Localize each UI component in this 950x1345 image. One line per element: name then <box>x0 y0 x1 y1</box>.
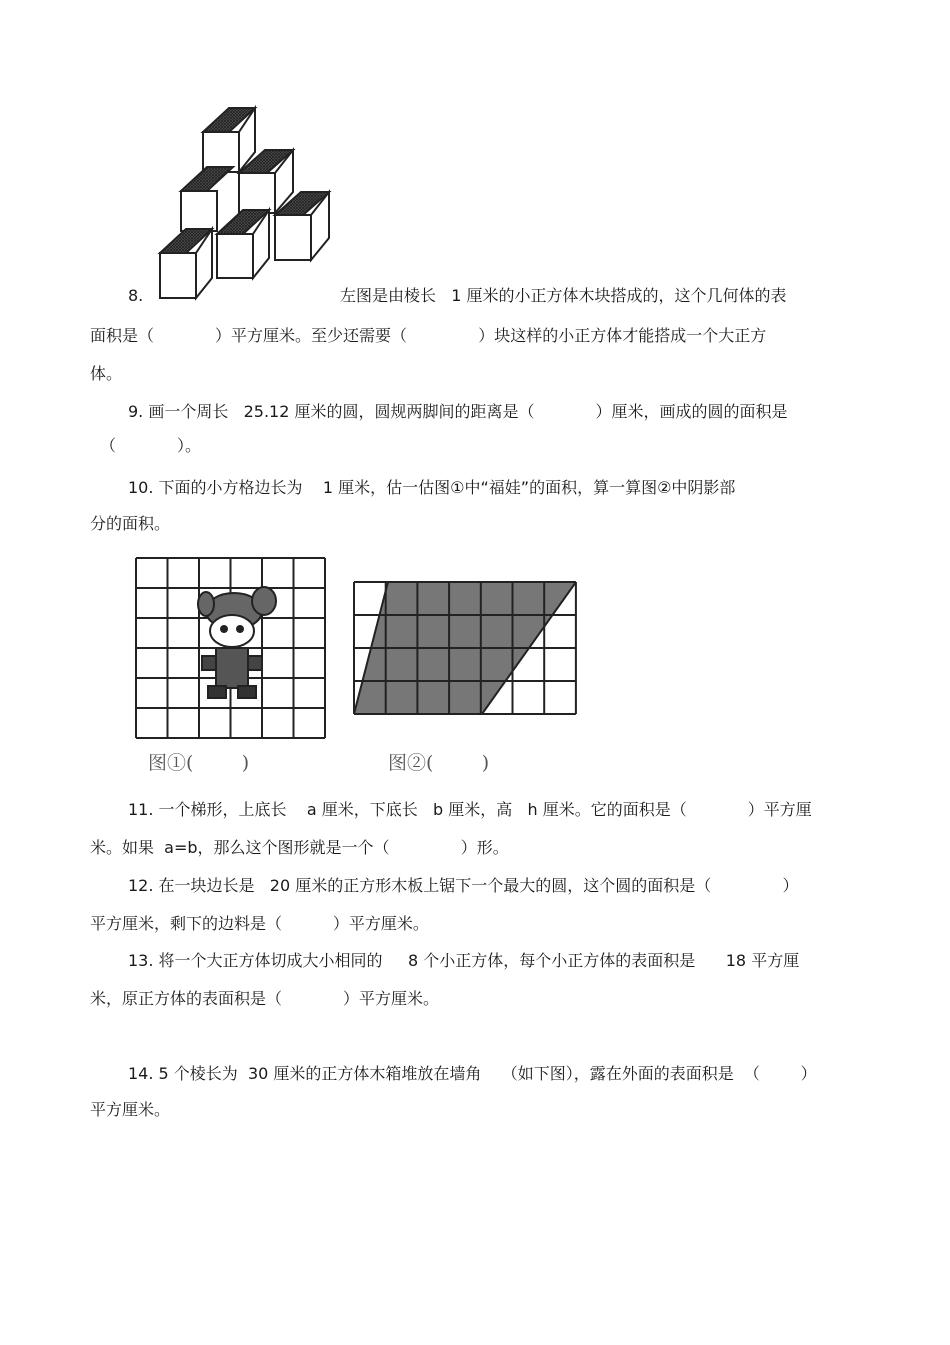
q9-line1: 9. 画一个周长 25.12 厘米的圆，圆规两脚间的距离是（ ）厘米，画成的圆的面积是 <box>128 402 788 421</box>
q14-line1: 14. 5 个棱长为 30 厘米的正方体木箱堆放在墙角 （如下图），露在外面的表面积是 （ ） <box>128 1064 817 1083</box>
q8-line2: 面积是（ ）平方厘米。至少还需要（ ）块这样的小正方体才能搭成一个大正方 <box>90 326 767 345</box>
q13-line1: 13. 将一个大正方体切成大小相同的 8 个小正方体，每个小正方体的表面积是 18 平方厘 <box>128 951 800 970</box>
q8-line1: 左图是由棱长 1 厘米的小正方体木块搭成的，这个几何体的表 <box>340 286 787 305</box>
q11-line2: 米。如果 a=b，那么这个图形就是一个（ ）形。 <box>90 838 509 857</box>
q8-number: 8. <box>128 286 144 305</box>
fuwa-icon <box>198 587 276 698</box>
parallelogram-grid-figure <box>352 580 578 716</box>
q13-line2: 米，原正方体的表面积是（ ）平方厘米。 <box>90 989 440 1008</box>
q12-line2: 平方厘米，剩下的边料是（ ）平方厘米。 <box>90 914 429 933</box>
q10-line1: 10. 下面的小方格边长为 1 厘米，估一估图①中“福娃”的面积，算一算图②中阴影部 <box>128 478 736 497</box>
cube-stack-figure <box>150 100 350 305</box>
q12-line1: 12. 在一块边长是 20 厘米的正方形木板上锯下一个最大的圆，这个圆的面积是（ ） <box>128 876 799 895</box>
q10-line2: 分的面积。 <box>90 514 171 533</box>
q9-line2: （ ）。 <box>100 436 202 455</box>
q8-line3: 体。 <box>90 364 123 383</box>
fig1-caption: 图①( ) <box>148 752 250 774</box>
fig2-caption: 图②( ) <box>388 752 490 774</box>
q11-line1: 11. 一个梯形，上底长 a 厘米，下底长 b 厘米，高 h 厘米。它的面积是（ ）平方厘 <box>128 800 812 819</box>
fuwa-grid-figure <box>134 556 328 740</box>
q14-line2: 平方厘米。 <box>90 1100 171 1119</box>
